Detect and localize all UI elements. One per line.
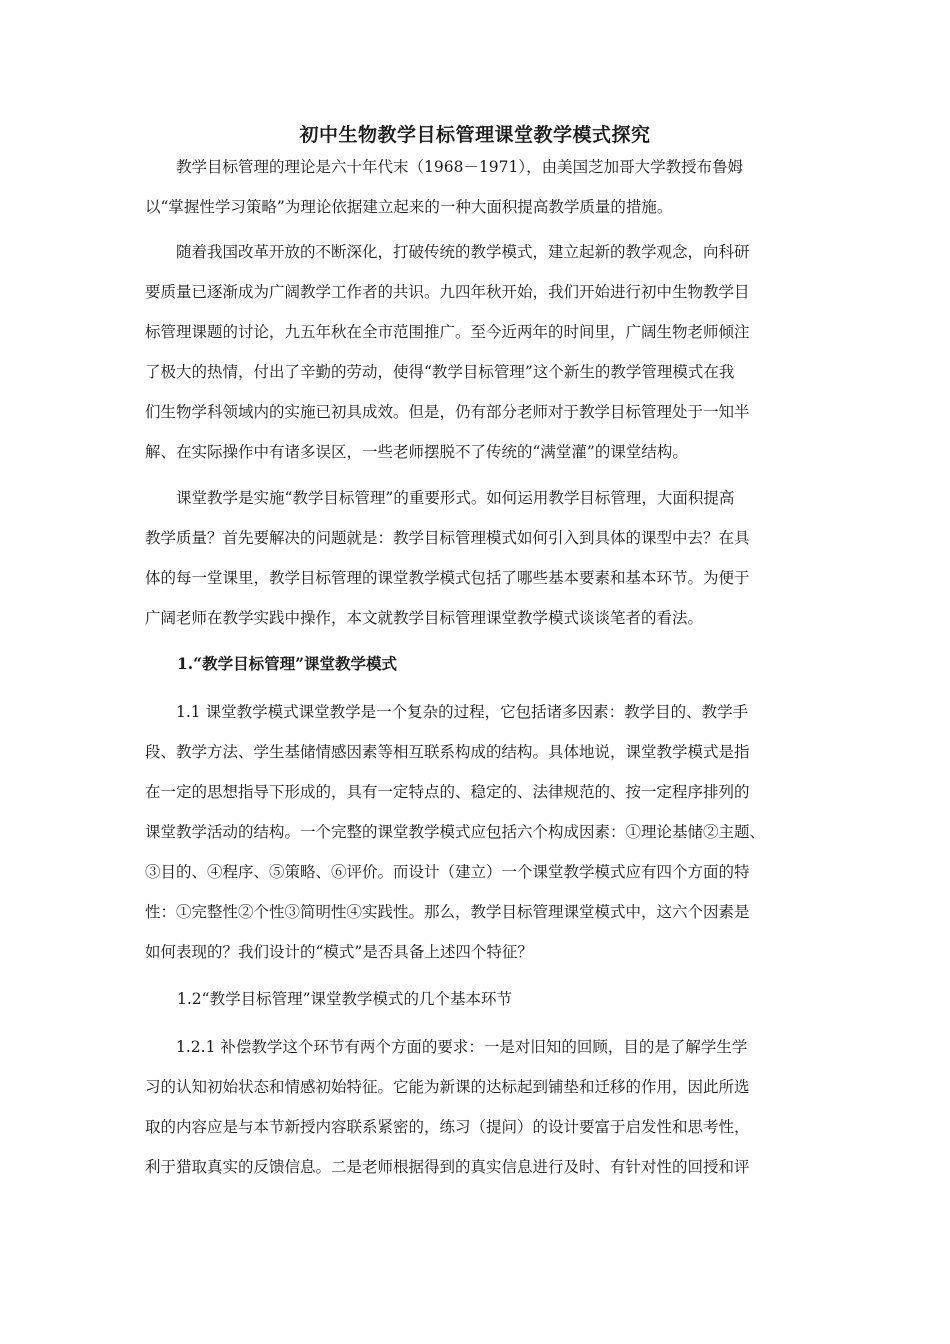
paragraph-line: 们生物学科领域内的实施已初具成效。但是，仍有部分老师对于教学目标管理处于一知半 bbox=[145, 403, 750, 421]
paragraph-line: ③目的、④程序、⑤策略、⑥评价。而设计（建立）一个课堂教学模式应有四个方面的特 bbox=[145, 863, 750, 881]
paragraph-line: 习的认知初始状态和情感初始特征。它能为新课的达标起到铺垫和迁移的作用，因此所选 bbox=[145, 1078, 750, 1096]
paragraph-line: 解、在实际操作中有诸多误区，一些老师摆脱不了传统的“满堂灌”的课堂结构。 bbox=[145, 443, 688, 461]
paragraph-line: 段、教学方法、学生基储情感因素等相互联系构成的结构。具体地说，课堂教学模式是指 bbox=[145, 743, 750, 761]
paragraph-line: 标管理课题的讨论，九五年秋在全市范围推广。至今近两年的时间里，广阔生物老师倾注 bbox=[145, 323, 750, 341]
paragraph-intro bbox=[145, 147, 815, 227]
paragraph-line: 了极大的热情，付出了辛勤的劳动，使得“教学目标管理”这个新生的教学管理模式在我 bbox=[145, 363, 735, 381]
paragraph-line: 1.1 课堂教学模式课堂教学是一个复杂的过程，它包括诸多因素：教学目的、教学手 bbox=[176, 703, 749, 721]
paragraph-line: 教学质量？首先要解决的问题就是：教学目标管理模式如何引入到具体的课型中去？在具 bbox=[145, 529, 750, 547]
paragraph-line: 1.2.1 补偿教学这个环节有两个方面的要求：一是对旧知的回顾，目的是了解学生学 bbox=[176, 1038, 748, 1056]
paragraph-line: 教学目标管理的理论是六十年代末（1968－1971），由美国芝加哥大学教授布鲁姆 bbox=[176, 158, 744, 176]
paragraph-line: 广阔老师在教学实践中操作，本文就教学目标管理课堂教学模式谈谈笔者的看法。 bbox=[145, 609, 704, 627]
paragraph-line: 性：①完整性②个性③简明性④实践性。那么，教学目标管理课堂模式中，这六个因素是 bbox=[145, 903, 750, 921]
paragraph-line: 利于猎取真实的反馈信息。二是老师根据得到的真实信息进行及时、有针对性的回授和评 bbox=[145, 1158, 750, 1176]
paragraph-line: 取的内容应是与本节新授内容联系紧密的，练习（提问）的设计要富于启发性和思考性， bbox=[145, 1118, 750, 1136]
paragraph-classroom bbox=[145, 478, 815, 638]
paragraph-line: 如何表现的？我们设计的“模式”是否具备上述四个特征？ bbox=[145, 943, 533, 961]
paragraph-line: 课堂教学活动的结构。一个完整的课堂教学模式应包括六个构成因素：①理论基储②主题、 bbox=[145, 823, 766, 841]
section-heading-1-2: 1.2“教学目标管理”课堂教学模式的几个基本环节 bbox=[177, 990, 512, 1008]
section-heading-1: 1.“教学目标管理”课堂教学模式 bbox=[177, 654, 398, 673]
paragraph-line: 以“掌握性学习策略”为理论依据建立起来的一种大面积提高教学质量的措施。 bbox=[145, 198, 673, 216]
document-title: 初中生物教学目标管理课堂教学模式探究 bbox=[299, 124, 651, 146]
paragraph-line: 课堂教学是实施“教学目标管理”的重要形式。如何运用教学目标管理，大面积提高 bbox=[176, 489, 735, 507]
paragraph-line: 在一定的思想指导下形成的，具有一定特点的、稳定的、法律规范的、按一定程序排列的 bbox=[145, 783, 750, 801]
paragraph-line: 随着我国改革开放的不断深化，打破传统的教学模式，建立起新的教学观念，向科研 bbox=[176, 243, 750, 261]
paragraph-line: 体的每一堂课里，教学目标管理的课堂教学模式包括了哪些基本要素和基本环节。为便于 bbox=[145, 569, 750, 587]
paragraph-reform bbox=[145, 232, 815, 472]
paragraph-section-1-1 bbox=[145, 692, 815, 972]
paragraph-line: 要质量已逐渐成为广阔教学工作者的共识。九四年秋开始，我们开始进行初中生物教学目 bbox=[145, 283, 750, 301]
paragraph-section-1-2-1 bbox=[145, 1027, 815, 1187]
